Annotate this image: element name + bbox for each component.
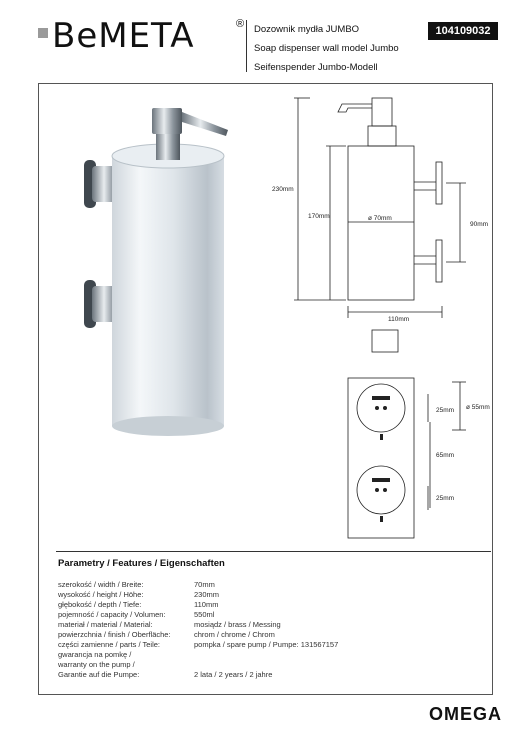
- feature-value: mosiądz / brass / Messing: [194, 620, 281, 629]
- dim-flange-top-label: 25mm: [436, 407, 455, 414]
- feature-label: części zamienne / parts / Teile:: [58, 640, 160, 649]
- series-name: OMEGA: [428, 704, 502, 724]
- back-flange-top: [357, 384, 405, 432]
- dispenser-body: [112, 144, 224, 436]
- side-view-body: [348, 146, 414, 300]
- feature-label: głębokość / depth / Tiefe:: [58, 600, 142, 609]
- feature-label: pojemność / capacity / Volumen:: [58, 610, 166, 619]
- features-heading: Parametry / Features / Eigenschaften: [58, 558, 225, 569]
- feature-label: szerokość / width / Breite:: [58, 580, 144, 589]
- product-titles: [254, 20, 399, 77]
- feature-value: 230mm: [194, 590, 220, 599]
- title-german: Seifenspender Jumbo-Modell: [254, 62, 378, 73]
- product-photo: [78, 100, 248, 440]
- dim-body-height-label: 170mm: [308, 213, 330, 220]
- dim-mount-spacing-label: 90mm: [470, 221, 489, 228]
- technical-drawing: [260, 90, 490, 540]
- feature-value: chrom / chrome / Chrom: [194, 630, 275, 639]
- feature-label: powierzchnia / finish / Oberfläche:: [58, 630, 171, 639]
- feature-value: 70mm: [194, 580, 215, 589]
- feature-label: gwarancja na pomkę /: [58, 650, 132, 659]
- features-divider: [56, 551, 491, 552]
- feature-label: warranty on the pump /: [58, 660, 135, 669]
- dim-flange-bottom-label: 25mm: [436, 495, 455, 502]
- title-english: Soap dispenser wall model Jumbo: [254, 43, 399, 54]
- brand-name: BeMETA: [52, 16, 195, 56]
- side-view-pump-neck: [368, 126, 396, 146]
- side-view-spout: [338, 104, 372, 112]
- feature-value: 550ml: [194, 610, 215, 619]
- feature-label: wysokość / height / Höhe:: [58, 590, 144, 599]
- dim-mount-gap-label: 65mm: [436, 452, 455, 459]
- side-view-pump-head: [372, 98, 392, 126]
- feature-value: pompka / spare pump / Pumpe: 131567157: [194, 640, 339, 649]
- product-code-badge: 104109032: [428, 22, 498, 40]
- logo-square-mark: [38, 28, 48, 38]
- header-divider: [246, 20, 247, 72]
- feature-value: 2 lata / 2 years / 2 jahre: [194, 670, 273, 679]
- dim-depth-label: 110mm: [388, 316, 410, 323]
- dim-diameter-label: ø 70mm: [368, 215, 392, 222]
- dim-flange-diameter-label: ø 55mm: [466, 404, 490, 411]
- feature-label: Garantie auf die Pumpe:: [58, 670, 140, 679]
- back-view-pump: [372, 330, 398, 352]
- dim-total-height-label: 230mm: [272, 186, 294, 193]
- feature-label: materiał / material / Material:: [58, 620, 153, 629]
- registered-mark: ®: [236, 18, 245, 30]
- back-flange-bottom: [357, 466, 405, 514]
- feature-value: 110mm: [194, 600, 219, 609]
- title-polish: Dozownik mydła JUMBO: [254, 24, 360, 35]
